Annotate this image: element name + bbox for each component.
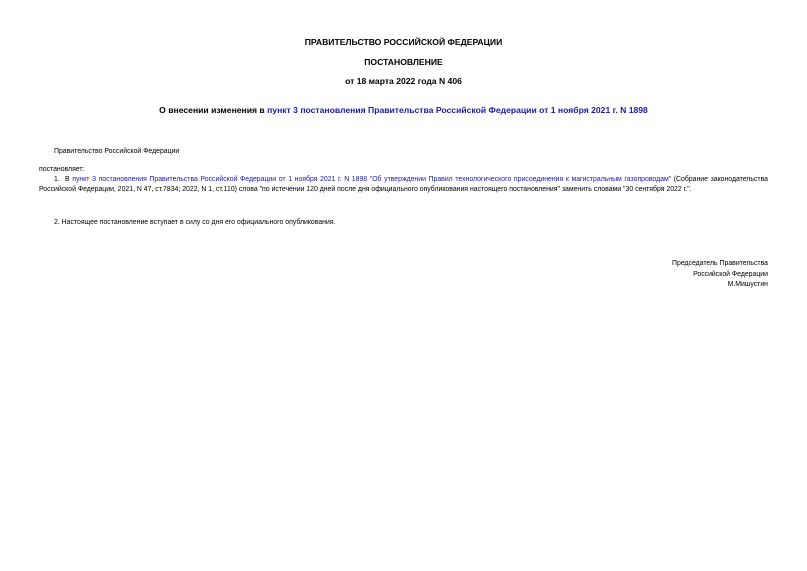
clause-1-link[interactable]: пункт 3 постановления Правительства Российской Федерации от 1 ноября 2021 г. N 1898 "Об утверждении Правил технологического присоединения к магистральным газопроводам" <box>72 176 672 183</box>
issuer-text: Правительство Российской Федерации <box>54 148 180 155</box>
signature-position: Председатель Правительства <box>672 260 768 267</box>
resolves-text: постановляет: <box>39 166 85 173</box>
clause-1-rest: (Собрание законодательства Российской Федерации, 2021, N 47, ст.7834; 2022, N 1, ст.110) слова "по истечении 120 дней после дня официального опубликования настоящего постановления" заменить словами "30 сентября 2022 г.". <box>39 176 768 194</box>
clause-1-number: 1. <box>54 176 60 183</box>
signature-name: М.Мишустин <box>727 281 768 288</box>
clause-1-prefix: В <box>65 176 73 183</box>
government-header: ПРАВИТЕЛЬСТВО РОССИЙСКОЙ ФЕДЕРАЦИИ <box>304 37 503 47</box>
document-type: ПОСТАНОВЛЕНИЕ <box>364 57 443 67</box>
clause-2: 2. Настоящее постановление вступает в силу со дня его официального опубликования. <box>54 219 336 226</box>
document-subject <box>0 105 807 115</box>
document-date-number: от 18 марта 2022 года N 406 <box>345 76 462 86</box>
signature-block <box>672 259 768 291</box>
clause-1 <box>39 175 768 196</box>
signature-organization: Российской Федерации <box>693 270 768 278</box>
subject-link[interactable]: пункт 3 постановления Правительства Российской Федерации от 1 ноября 2021 г. N 1898 <box>267 105 648 115</box>
subject-prefix: О внесении изменения в <box>159 105 268 115</box>
